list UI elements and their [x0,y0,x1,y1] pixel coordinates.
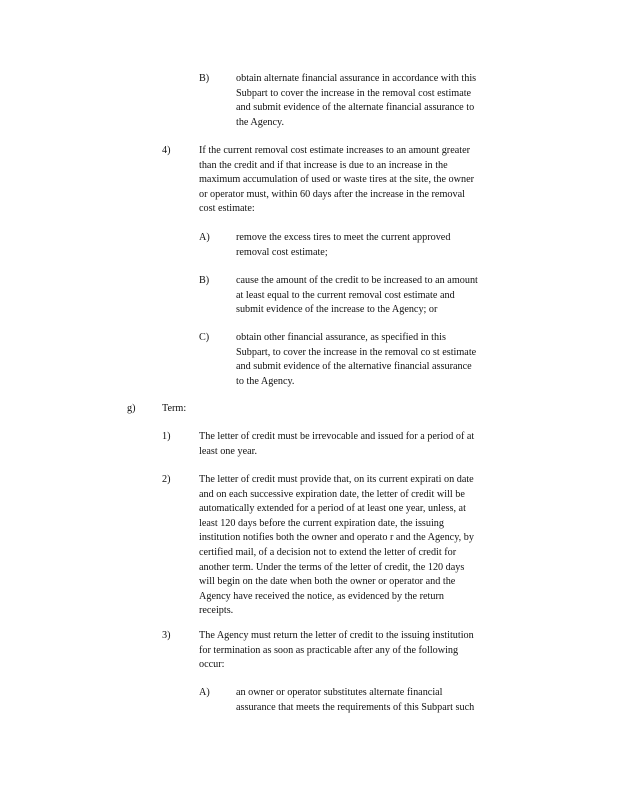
text-line: the Agency. [236,116,284,128]
text-line: automatically extended for a period of at least one year, unless, at [199,503,466,515]
text-line: obtain other financial assurance, as specified in this [236,332,446,343]
text-line: will begin on the date when both the owner or operator and the [199,576,456,588]
text-line: least one year. [199,445,257,457]
text-line: receipts. [199,605,234,617]
text-line: maximum accumulation of used or waste tires at the site, the owner [199,174,474,186]
list-marker: g) [127,403,136,414]
text-line: The letter of credit must provide that, on its current expirati on date [199,474,474,485]
list-marker: 4) [162,145,171,156]
list-marker: 2) [162,474,171,485]
text-line: Subpart, to cover the increase in the removal co st estimate [236,346,477,358]
paragraph-b-alternate-assurance [236,72,518,130]
list-marker: C) [199,332,210,343]
text-line: and submit evidence of the alternative financial assurance [236,361,472,373]
list-marker: A) [199,232,210,243]
text-line: The letter of credit must be irrevocable and issued for a period of at [199,431,475,442]
paragraph-c-other-assurance [236,331,518,389]
text-line: or operator must, within 60 days after the increase in the removal [199,188,465,200]
text-line: another term. Under the terms of the letter of credit, the 120 days [199,561,465,573]
list-marker: B) [199,275,210,286]
paragraph-b-increase-credit [236,274,518,318]
paragraph-3-return-letter [199,629,527,673]
text-line: cause the amount of the credit to be increased to an amount [236,275,478,286]
text-line: submit evidence of the increase to the Agency; or [236,304,438,316]
section-heading-term: Term: [162,403,187,414]
text-line: certified mail, of a decision not to extend the letter of credit for [199,546,457,558]
text-line: to the Agency. [236,375,295,387]
text-line: The Agency must return the letter of credit to the issuing institution [199,630,474,641]
text-line: than the credit and if that increase is due to an increase in the [199,159,448,171]
paragraph-1-irrevocable [199,430,527,459]
text-line: Agency have received the notice, as evidenced by the return [199,590,444,602]
paragraph-a-substitutes-assurance [236,686,518,715]
paragraph-2-automatic-extension [199,473,527,619]
text-line: obtain alternate financial assurance in accordance with this [236,73,477,84]
text-line: occur: [199,659,225,671]
text-line: least 120 days before the current expiration date, the issuing [199,517,444,529]
text-line: an owner or operator substitutes alternate financial [236,687,443,698]
text-line: remove the excess tires to meet the current approved [236,232,451,243]
text-line: for termination as soon as practicable after any of the following [199,644,459,656]
text-line: removal cost estimate; [236,246,328,258]
list-marker: A) [199,687,210,698]
text-line: at least equal to the current removal cost estimate and [236,289,455,301]
text-line: and submit evidence of the alternate financial assurance to [236,102,475,114]
text-line: If the current removal cost estimate increases to an amount greater [199,145,470,156]
list-marker: 3) [162,630,171,641]
text-line: institution notifies both the owner and operato r and the Agency, by [199,532,474,544]
list-marker: B) [199,73,210,84]
text-line: Subpart to cover the increase in the removal cost estimate [236,87,472,99]
paragraph-a-remove-tires [236,231,518,260]
text-line: and on each successive expiration date, the letter of credit will be [199,488,465,500]
list-marker: 1) [162,431,171,442]
paragraph-4-cost-increase [199,144,519,217]
text-line: cost estimate: [199,203,255,215]
text-line: assurance that meets the requirements of this Subpart such [236,701,475,713]
